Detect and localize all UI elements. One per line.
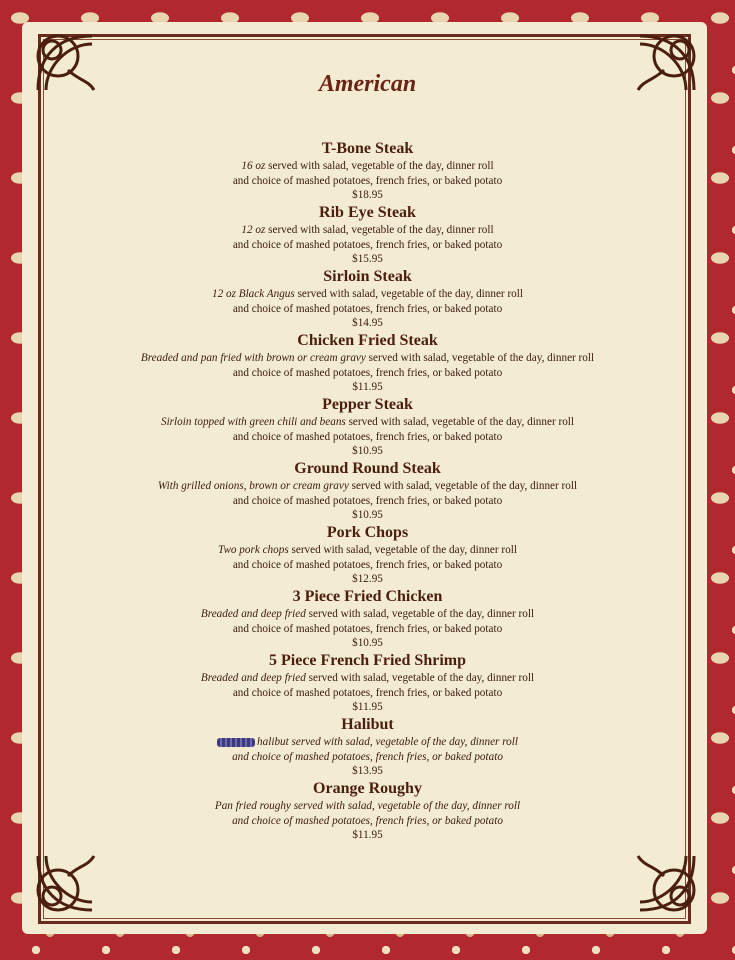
item-price: $10.95 xyxy=(352,509,383,521)
description-text: served with salad, vegetable of the day, dinner roll xyxy=(365,352,595,364)
menu-item xyxy=(60,395,675,458)
item-description xyxy=(60,351,675,366)
description-italic: Two pork chops xyxy=(218,544,289,556)
item-price: $11.95 xyxy=(352,701,383,713)
item-price: $10.95 xyxy=(352,637,383,649)
description-text: served with salad, vegetable of the day, dinner roll xyxy=(345,416,575,428)
item-name: Sirloin Steak xyxy=(323,268,412,285)
item-description xyxy=(60,223,675,238)
item-name: Pepper Steak xyxy=(322,396,413,413)
celtic-knot-icon xyxy=(28,846,102,920)
item-sides: and choice of mashed potatoes, french fries, or baked potato xyxy=(232,750,503,763)
item-sides: and choice of mashed potatoes, french fries, or baked potato xyxy=(232,558,503,571)
item-description xyxy=(60,799,675,814)
item-price: $18.95 xyxy=(352,189,383,201)
item-description xyxy=(60,607,675,622)
description-italic: Breaded and deep fried xyxy=(200,672,306,684)
item-description xyxy=(60,671,675,686)
description-italic: 12 oz Black Angus xyxy=(212,288,295,300)
description-italic: Breaded and deep fried xyxy=(200,608,306,620)
item-name: Chicken Fried Steak xyxy=(297,332,438,349)
item-sides: and choice of mashed potatoes, french fries, or baked potato xyxy=(232,686,503,699)
item-sides: and choice of mashed potatoes, french fries, or baked potato xyxy=(232,366,503,379)
menu-items xyxy=(60,139,675,842)
item-sides: and choice of mashed potatoes, french fries, or baked potato xyxy=(232,622,503,635)
item-price: $11.95 xyxy=(352,381,383,393)
description-text: served with salad, vegetable of the day, dinner roll xyxy=(305,608,535,620)
description-text: served with salad, vegetable of the day, dinner roll xyxy=(305,672,535,684)
item-price: $13.95 xyxy=(352,765,383,777)
item-price: $12.95 xyxy=(352,573,383,585)
item-sides: and choice of mashed potatoes, french fries, or baked potato xyxy=(232,814,503,827)
menu-item xyxy=(60,587,675,650)
menu-item xyxy=(60,139,675,202)
description-italic: With grilled onions, brown or cream gravy xyxy=(157,480,349,492)
item-name: 3 Piece Fried Chicken xyxy=(292,588,443,605)
description-italic: Pan fried roughy served with salad, vegetable of the day, dinner roll xyxy=(214,800,521,812)
item-sides: and choice of mashed potatoes, french fries, or baked potato xyxy=(232,302,503,315)
description-text: served with salad, vegetable of the day, dinner roll xyxy=(288,544,517,556)
item-description xyxy=(60,543,675,558)
description-italic: 16 oz xyxy=(241,160,266,172)
item-name: T-Bone Steak xyxy=(321,140,414,157)
item-name: Orange Roughy xyxy=(313,780,422,797)
menu-item xyxy=(60,523,675,586)
item-description xyxy=(60,287,675,302)
menu-item xyxy=(60,715,675,778)
celtic-knot-icon xyxy=(630,846,704,920)
description-text: served with salad, vegetable of the day, dinner roll xyxy=(348,480,578,492)
menu-item xyxy=(60,651,675,714)
ink-smudge xyxy=(217,738,255,747)
description-text: served with salad, vegetable of the day, dinner roll xyxy=(265,160,494,172)
item-name: Pork Chops xyxy=(326,524,409,541)
description-text: served with salad, vegetable of the day, dinner roll xyxy=(294,288,523,300)
item-sides: and choice of mashed potatoes, french fries, or baked potato xyxy=(232,430,503,443)
item-price: $14.95 xyxy=(352,317,383,329)
item-price: $10.95 xyxy=(352,445,383,457)
description-italic: 12 oz xyxy=(241,224,266,236)
item-description xyxy=(60,159,675,174)
description-italic: halibut served with salad, vegetable of the day, dinner roll xyxy=(257,736,518,748)
item-sides: and choice of mashed potatoes, french fries, or baked potato xyxy=(232,494,503,507)
item-sides: and choice of mashed potatoes, french fries, or baked potato xyxy=(232,238,503,251)
item-price: $11.95 xyxy=(352,829,383,841)
menu-item xyxy=(60,331,675,394)
description-italic: Sirloin topped with green chili and beans xyxy=(160,416,346,428)
description-italic: Breaded and pan fried with brown or cream gravy xyxy=(140,352,366,364)
item-price: $15.95 xyxy=(352,253,383,265)
menu-item xyxy=(60,459,675,522)
item-name: Ground Round Steak xyxy=(294,460,441,477)
menu-item xyxy=(60,267,675,330)
item-description xyxy=(60,479,675,494)
item-sides: and choice of mashed potatoes, french fries, or baked potato xyxy=(232,174,503,187)
menu-item xyxy=(60,203,675,266)
item-description xyxy=(60,415,675,430)
item-name: Halibut xyxy=(341,716,394,733)
menu-content xyxy=(60,64,675,842)
menu-item xyxy=(60,779,675,842)
description-text: served with salad, vegetable of the day, dinner roll xyxy=(265,224,494,236)
item-name: 5 Piece French Fried Shrimp xyxy=(269,652,466,669)
item-name: Rib Eye Steak xyxy=(319,204,416,221)
page-title: American xyxy=(318,71,417,97)
item-description xyxy=(60,735,675,750)
